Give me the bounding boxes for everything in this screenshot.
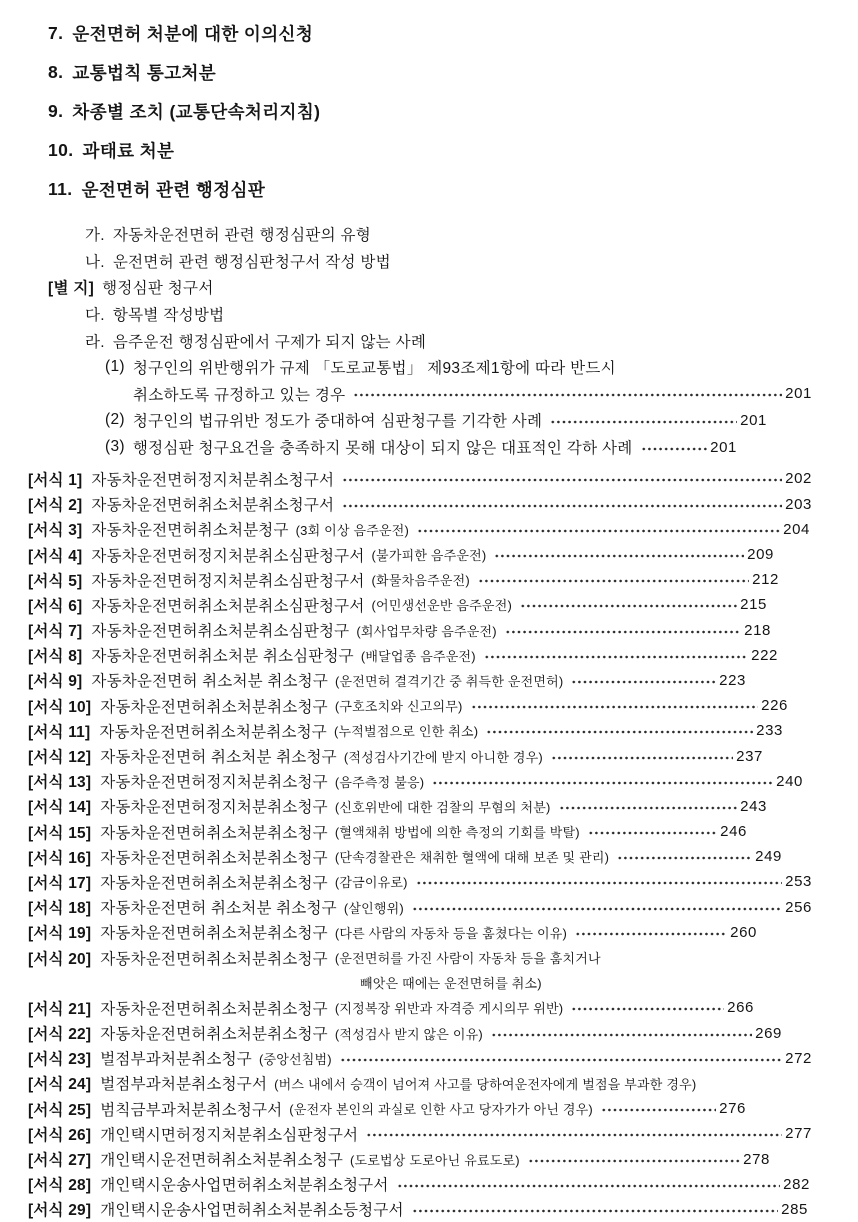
- page-number: 223: [719, 671, 746, 689]
- page-number: 266: [727, 999, 754, 1017]
- entry-label: [서식 21]: [28, 1000, 92, 1018]
- dot-leader: [353, 391, 782, 399]
- page-number: 269: [755, 1024, 782, 1042]
- chapter-title: 운전면허 관련 행정심판: [81, 180, 266, 200]
- entry-note: (중앙선침범): [258, 1051, 332, 1067]
- toc-entry: [28, 542, 812, 567]
- entry-note: (운전면허 결격기간 중 취득한 운전면허): [335, 673, 564, 689]
- toc-entry: [28, 769, 812, 794]
- toc-entry-line: [28, 718, 812, 743]
- toc-entry-line: [28, 693, 812, 718]
- toc-entry-line: [85, 221, 812, 248]
- page-number: 201: [740, 411, 767, 429]
- entry-label: [서식 20]: [28, 950, 92, 968]
- dot-leader: [571, 1005, 724, 1013]
- entry-label: [서식 3]: [28, 522, 83, 540]
- toc-entry-line: [28, 567, 812, 592]
- dot-leader: [417, 527, 780, 535]
- entry-label: [서식 11]: [28, 723, 91, 741]
- toc-entry-line: [28, 869, 812, 894]
- toc-entry: [48, 248, 812, 275]
- toc-entry: [28, 895, 812, 920]
- dot-leader: [416, 879, 782, 887]
- dot-leader: [520, 602, 737, 610]
- dot-leader: [494, 552, 744, 560]
- page-number: 226: [761, 697, 788, 715]
- entry-label: (2): [105, 411, 125, 429]
- entry-title: 자동차운전면허정지처분취소청구: [100, 774, 328, 792]
- toc-entry: [28, 869, 812, 894]
- dot-leader: [571, 678, 716, 686]
- toc-entry: [28, 995, 812, 1020]
- toc-entry-line: [28, 492, 812, 517]
- toc-entry: [48, 221, 812, 248]
- toc-entry: [28, 1046, 812, 1071]
- dot-leader: [366, 1131, 782, 1139]
- outline-list: [48, 221, 812, 460]
- toc-entry-line: [28, 794, 812, 819]
- page-number: 253: [785, 873, 812, 891]
- toc-entry-line: [28, 1172, 812, 1197]
- entry-title: 범칙금부과처분취소청구서: [100, 1101, 283, 1119]
- toc-entry: [28, 1146, 812, 1171]
- toc-entry-line: [28, 895, 812, 920]
- chapter-number: 11.: [48, 179, 73, 199]
- dot-leader: [342, 476, 782, 484]
- toc-entry: [28, 617, 812, 642]
- entry-title: 개인택시운송사업면허취소처분취소청구서: [100, 1177, 389, 1195]
- page-number: 222: [751, 646, 778, 664]
- entry-label: [별 지]: [48, 280, 95, 298]
- page-number: 215: [740, 596, 767, 614]
- chapter-item: [48, 14, 812, 53]
- entry-title: 행정심판 청구요건을 충족하지 못해 대상이 되지 않은 대표적인 각하 사례: [132, 440, 633, 458]
- entry-note: (회사업무차량 음주운전): [356, 623, 497, 639]
- dot-leader: [342, 502, 782, 510]
- page-number: 233: [756, 722, 783, 740]
- page-number: 209: [747, 546, 774, 563]
- entry-note: (누적벌점으로 인한 취소): [333, 724, 479, 740]
- entry-label: [서식 4]: [28, 547, 83, 565]
- entry-label: [서식 6]: [28, 597, 83, 615]
- toc-entry-line: [85, 301, 812, 328]
- entry-title: 자동차운전면허정지처분취소심판청구서: [91, 572, 365, 590]
- entry-note: (감금이유로): [334, 875, 408, 891]
- toc-entry: [48, 327, 812, 354]
- entry-title: 자동차운전면허 취소처분 취소청구: [100, 749, 337, 766]
- entry-title: 개인택시면허정지처분취소심판청구서: [100, 1126, 359, 1144]
- chapter-title: 교통법칙 통고처분: [72, 63, 217, 83]
- entry-note: (어민생선운반 음주운전): [371, 598, 512, 614]
- toc-entry-line: [28, 1020, 812, 1045]
- toc-entry: [28, 794, 812, 819]
- entry-title: 자동차운전면허취소처분청구: [91, 522, 289, 540]
- entry-label: [서식 12]: [28, 749, 92, 766]
- entry-note: (다른 사람의 자동차 등을 훔쳤다는 이유): [334, 925, 568, 941]
- entry-note: (운전자 본인의 과실로 인한 사고 당자가가 아닌 경우): [289, 1102, 593, 1118]
- entry-note: (도로법상 도로아닌 유료도로): [350, 1152, 520, 1168]
- toc-entry-line: [28, 668, 812, 693]
- entry-title: 청구인의 법규위반 정도가 중대하여 심판청구를 기각한 사례: [132, 413, 543, 431]
- entry-label: [서식 2]: [28, 497, 83, 515]
- toc-entry-line: [85, 248, 812, 275]
- toc-entry: [28, 517, 812, 542]
- toc-entry-line: [28, 920, 812, 945]
- entry-title: 음주운전 행정심판에서 구제가 되지 않는 사례: [112, 333, 427, 351]
- entry-label: [서식 26]: [28, 1126, 92, 1144]
- dot-leader: [471, 703, 759, 711]
- chapter-item: [48, 53, 812, 92]
- page-number: 237: [736, 747, 763, 765]
- page-number: 246: [720, 823, 747, 841]
- entry-note: (불가피한 음주운전): [371, 548, 487, 563]
- entry-note: (화물차음주운전): [371, 573, 470, 589]
- toc-entry: [28, 1121, 812, 1146]
- entry-title: 자동차운전면허취소처분취소청구서: [91, 497, 335, 515]
- toc-entry: [28, 1197, 812, 1222]
- toc-entry: [28, 1071, 812, 1096]
- toc-entry-line: [105, 354, 812, 381]
- entry-title: 자동차운전면허취소처분 취소심판청구: [91, 648, 354, 666]
- entry-note: (3회 이상 음주운전): [295, 522, 410, 538]
- chapter-title: 운전면허 처분에 대한 이의신청: [72, 24, 314, 44]
- chapter-title: 과태료 처분: [82, 141, 175, 161]
- dot-leader: [412, 905, 782, 913]
- toc-entry: [28, 592, 812, 617]
- entry-title: 취소하도록 규정하고 있는 경우: [133, 386, 346, 404]
- dot-leader: [641, 445, 708, 453]
- entry-title: 자동차운전면허 취소처분 취소청구: [100, 900, 337, 918]
- page-number: 285: [781, 1200, 808, 1218]
- entry-title: 자동차운전면허취소처분취소청구: [100, 874, 328, 892]
- toc-entry-line: [28, 769, 812, 794]
- toc-entry-line: [28, 1046, 812, 1071]
- entry-label: [서식 23]: [28, 1051, 92, 1069]
- entry-label: [서식 1]: [28, 471, 83, 489]
- entry-label: (3): [105, 438, 125, 456]
- toc-entry: [28, 945, 812, 995]
- toc-entry: [48, 354, 812, 381]
- toc-entry-line: [28, 945, 812, 970]
- entry-note: (적성검사 받지 않은 이유): [334, 1026, 483, 1042]
- toc-entry: [28, 743, 812, 768]
- toc-entry: [48, 434, 812, 461]
- toc-entry: [28, 1096, 812, 1121]
- toc-entry-line: [28, 617, 812, 642]
- entry-title: 자동차운전면허취소처분취소청구: [100, 925, 328, 943]
- entry-label: [서식 16]: [28, 849, 92, 867]
- page-number: 240: [776, 772, 803, 790]
- dot-leader: [397, 1182, 781, 1190]
- toc-entry: [28, 693, 812, 718]
- chapter-title: 차종별 조치 (교통단속처리지침): [72, 102, 321, 122]
- dot-leader: [528, 1157, 740, 1165]
- entry-label: [서식 29]: [28, 1202, 92, 1220]
- toc-entry: [48, 381, 812, 408]
- entry-title: 항목별 작성방법: [112, 307, 225, 325]
- toc-entry: [28, 567, 812, 592]
- chapter-list: [48, 14, 812, 209]
- entry-note: (배달업종 음주운전): [360, 648, 476, 664]
- entry-note: (음주측정 불응): [334, 774, 425, 790]
- toc-entry-line: [105, 407, 812, 434]
- toc-entry: [28, 643, 812, 668]
- toc-entry: [28, 466, 812, 491]
- toc-entry: [48, 407, 812, 434]
- entry-title: 자동차운전면허취소처분취소심판청구: [91, 623, 350, 641]
- toc-entry-line: [133, 381, 812, 408]
- page-number: 260: [730, 923, 757, 941]
- dot-leader: [491, 1031, 752, 1039]
- chapter-number: 10.: [48, 140, 74, 160]
- chapter-item: [48, 92, 812, 131]
- page-number: 277: [785, 1125, 812, 1143]
- entry-title: 자동차운전면허정지처분취소청구: [100, 799, 328, 817]
- entry-title: 벌점부과처분취소청구서: [100, 1076, 268, 1094]
- entry-label: [서식 5]: [28, 572, 83, 590]
- entry-label: 다.: [85, 307, 105, 325]
- page-number: 202: [785, 470, 812, 488]
- entry-title: 자동차운전면허취소처분취소청구: [100, 1026, 328, 1044]
- page-number: 218: [744, 621, 771, 639]
- toc-entry-line: [105, 434, 812, 461]
- entry-note: (살인행위): [343, 900, 404, 916]
- dot-leader: [551, 754, 733, 762]
- dot-leader: [432, 779, 773, 787]
- dot-leader: [340, 1056, 782, 1064]
- toc-entry-line: [28, 1146, 812, 1171]
- entry-label: 라.: [85, 333, 105, 351]
- entry-label: [서식 10]: [28, 698, 92, 716]
- dot-leader: [575, 930, 727, 938]
- entry-title: 개인택시운송사업면허취소처분취소등청구서: [100, 1202, 404, 1220]
- entry-note: (운전면허를 가진 사람이 자동차 등을 훔치거나: [334, 951, 601, 966]
- entry-label: [서식 28]: [28, 1177, 92, 1195]
- entry-label: [서식 9]: [28, 673, 83, 691]
- toc-entry-line: [28, 1096, 812, 1121]
- page-number: 212: [752, 571, 779, 589]
- toc-entry-line: [28, 517, 812, 542]
- entry-label: [서식 8]: [28, 648, 83, 666]
- page-number: 276: [719, 1100, 746, 1118]
- chapter-number: 9.: [48, 101, 64, 121]
- dot-leader: [601, 1106, 716, 1114]
- entry-title: 자동차운전면허취소처분취소청구: [99, 723, 327, 741]
- entry-note: (구호조치와 신고의무): [334, 699, 463, 715]
- page-number: 282: [783, 1175, 810, 1193]
- entry-title: 자동차운전면허취소처분취소청구: [100, 950, 328, 968]
- toc-entry-line: [28, 844, 812, 869]
- toc-entry-line: [28, 1121, 812, 1146]
- toc-entry-line: [28, 542, 812, 567]
- dot-leader: [617, 854, 752, 862]
- toc-entry: [28, 492, 812, 517]
- entry-title: 자동차운전면허정지처분취소심판청구서: [91, 547, 365, 565]
- toc-entry: [28, 819, 812, 844]
- toc-entry: [28, 920, 812, 945]
- entry-title: 자동차운전면허취소처분취소청구: [100, 698, 328, 716]
- toc-entry: [48, 274, 812, 301]
- chapter-item: [48, 131, 812, 170]
- chapter-item: [48, 170, 812, 209]
- entry-label: (1): [105, 358, 125, 376]
- page-number: 272: [785, 1049, 812, 1067]
- page-number: 201: [710, 438, 737, 456]
- entry-label: [서식 15]: [28, 824, 92, 842]
- page-number: 256: [785, 898, 812, 916]
- dot-leader: [484, 653, 748, 661]
- entry-note: (혈액채취 방법에 의한 측정의 기회를 박탈): [334, 825, 580, 841]
- entry-title: 자동차운전면허 취소처분 취소청구: [91, 673, 329, 691]
- entry-label: 나.: [85, 253, 105, 271]
- toc-entry-line: [28, 819, 812, 844]
- entry-title: 자동차운전면허 관련 행정심판의 유형: [112, 227, 372, 245]
- entry-label: [서식 7]: [28, 623, 83, 641]
- chapter-number: 7.: [48, 23, 64, 43]
- page-number: 204: [783, 520, 810, 538]
- entry-label: [서식 27]: [28, 1152, 92, 1169]
- entry-title: 개인택시운전면허취소처분취소청구: [100, 1152, 343, 1169]
- toc-entry: [28, 1020, 812, 1045]
- entry-label: [서식 22]: [28, 1026, 92, 1044]
- page-number: 278: [743, 1150, 770, 1168]
- toc-entry-line: [28, 592, 812, 617]
- toc-entry-line: [85, 327, 812, 354]
- toc-entry-line: [28, 643, 812, 668]
- entry-label: [서식 19]: [28, 925, 92, 943]
- entry-label: 가.: [85, 227, 105, 245]
- entry-title: 자동차운전면허정지처분취소청구서: [91, 471, 335, 489]
- toc-entry: [28, 1172, 812, 1197]
- dot-leader: [412, 1207, 778, 1215]
- entry-title: 청구인의 위반행위가 규제 「도로교통법」 제93조제1항에 따라 반드시: [132, 360, 616, 378]
- entry-note: (단속경찰관은 채취한 혈액에 대해 보존 및 관리): [334, 850, 610, 866]
- entry-note: (적성검사기간에 받지 아니한 경우): [343, 749, 543, 765]
- toc-entry-line: [28, 995, 812, 1020]
- entry-note: (신호위반에 대한 검찰의 무혐의 처분): [334, 799, 551, 815]
- entry-label: [서식 13]: [28, 774, 92, 792]
- entry-title: 행정심판 청구서: [102, 280, 214, 298]
- page-number: 201: [785, 385, 812, 403]
- entry-title: 자동차운전면허취소처분취소청구: [100, 1000, 328, 1018]
- toc-entry: [28, 718, 812, 743]
- entry-title: 운전면허 관련 행정심판청구서 작성 방법: [112, 253, 391, 271]
- dot-leader: [505, 628, 741, 636]
- dot-leader: [559, 804, 738, 812]
- entry-label: [서식 25]: [28, 1101, 92, 1119]
- entry-note: (지정복장 위반과 자격증 게시의무 위반): [334, 1001, 564, 1017]
- page-number: 203: [785, 495, 812, 513]
- page-number: 243: [740, 797, 767, 815]
- entry-title: 벌점부과처분취소청구: [100, 1051, 252, 1069]
- entry-label: [서식 24]: [28, 1076, 92, 1094]
- dot-leader: [478, 577, 749, 585]
- toc-entry: [48, 301, 812, 328]
- dot-leader: [588, 829, 717, 837]
- entry-title: 자동차운전면허취소처분취소청구: [100, 849, 328, 867]
- page-number: 249: [755, 848, 782, 866]
- entry-label: [서식 18]: [28, 900, 92, 918]
- toc-entry: [28, 844, 812, 869]
- dot-leader: [550, 418, 737, 426]
- entry-continuation: 빼앗은 때에는 운전면허를 취소): [360, 976, 542, 992]
- entry-label: [서식 17]: [28, 874, 92, 892]
- toc-entry-line: [28, 1071, 812, 1096]
- entry-title: 자동차운전면허취소처분취소청구: [100, 824, 328, 842]
- toc-entry-line: [28, 1197, 812, 1222]
- entry-title: 자동차운전면허취소처분취소심판청구서: [91, 597, 365, 615]
- toc-entry: [28, 668, 812, 693]
- dot-leader: [486, 728, 753, 736]
- toc-entry-line: [48, 274, 812, 301]
- toc-entry-line: [28, 743, 812, 768]
- entry-label: [서식 14]: [28, 799, 92, 817]
- chapter-number: 8.: [48, 62, 64, 82]
- entry-note: (버스 내에서 승객이 넘어져 사고를 당하여운전자에게 벌점을 부과한 경우): [274, 1076, 697, 1092]
- form-list: [28, 466, 812, 1222]
- toc-entry-line: [28, 466, 812, 491]
